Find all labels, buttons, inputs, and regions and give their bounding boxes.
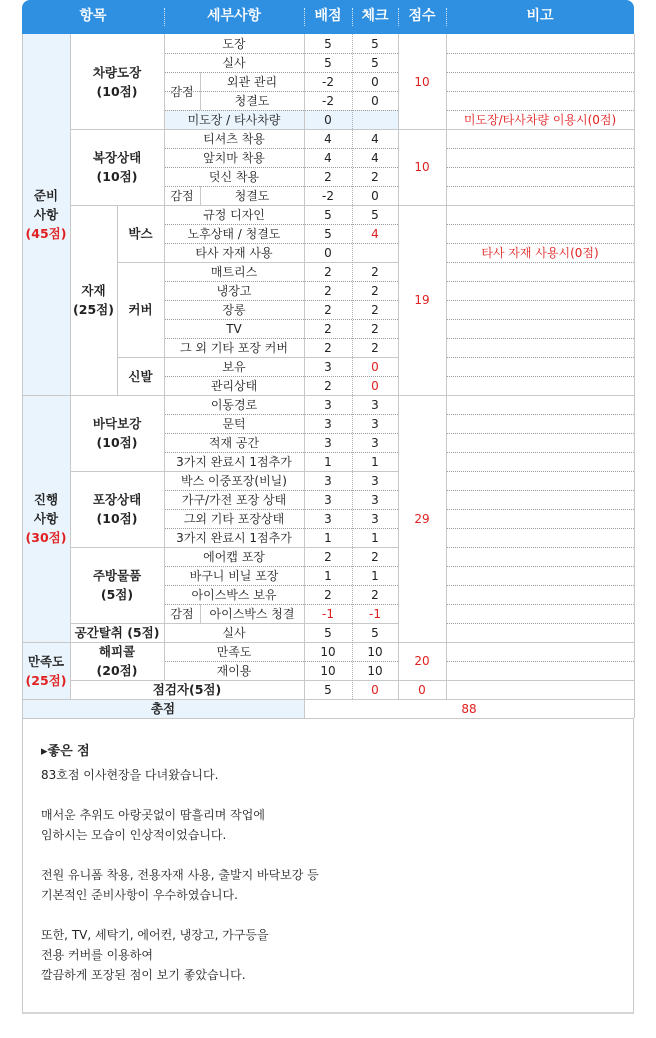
detail-cell: 외관 관리 <box>226 75 278 89</box>
notes-line: 임하시는 모습이 인상적이었습니다. <box>41 828 227 842</box>
row-divider <box>117 262 398 263</box>
max-score-cell: -2 <box>322 93 334 108</box>
check-cell: 4 <box>371 150 379 165</box>
row-divider <box>446 623 634 624</box>
detail-cell: 장롱 <box>222 303 246 317</box>
detail-cell: 적재 공간 <box>208 436 260 450</box>
check-cell: 4 <box>371 226 379 241</box>
detail-cell: 실사 <box>222 56 246 70</box>
row-divider <box>446 661 634 662</box>
check-cell: 3 <box>371 511 379 526</box>
max-score-cell: 10 <box>320 644 336 659</box>
max-score-cell: 1 <box>324 454 332 469</box>
check-cell: 3 <box>371 473 379 488</box>
detail-cell: 보유 <box>222 360 246 374</box>
max-score-cell: 4 <box>324 150 332 165</box>
check-cell: 1 <box>371 568 379 583</box>
max-score-cell: 2 <box>324 169 332 184</box>
row-divider <box>446 243 634 244</box>
score-progress: 29 <box>414 511 430 526</box>
row-divider <box>164 53 398 54</box>
notes-line: 전용 커버를 이용하여 <box>41 948 153 962</box>
row-divider <box>446 452 634 453</box>
row-divider <box>446 471 634 472</box>
detail-cell: 아이스박스 보유 <box>191 588 277 602</box>
max-score-cell: 2 <box>324 264 332 279</box>
table-header <box>22 0 634 34</box>
max-score-cell: 5 <box>324 682 332 697</box>
header-category: 항목 <box>79 8 107 24</box>
row-divider <box>446 262 634 263</box>
check-cell: 2 <box>371 264 379 279</box>
row-divider <box>446 509 634 510</box>
row-divider <box>446 281 634 282</box>
max-score-cell: 5 <box>324 625 332 640</box>
deduct-label: 감점 <box>170 189 194 203</box>
row-divider <box>164 300 398 301</box>
check-cell: 3 <box>371 492 379 507</box>
check-cell: 5 <box>371 55 379 70</box>
group-material: 자재 (25점) <box>73 283 114 317</box>
row-divider <box>446 566 634 567</box>
notes-line: 매서운 추위도 아랑곳없이 땀흘리며 작업에 <box>41 808 265 822</box>
section-prep: 준비 사항 (45점) <box>22 34 70 395</box>
max-score-cell: 5 <box>324 55 332 70</box>
row-divider <box>164 490 398 491</box>
header-score: 점수 <box>408 8 436 24</box>
max-score-cell: 3 <box>324 492 332 507</box>
row-divider <box>446 490 634 491</box>
row-divider <box>164 376 398 377</box>
max-score-cell: 3 <box>324 359 332 374</box>
remark-vehicle: 미도장/타사차량 이용시(0점) <box>463 113 617 127</box>
row-divider <box>164 148 398 149</box>
check-cell: 2 <box>371 549 379 564</box>
detail-cell: 그외 기타 포장상태 <box>183 512 285 526</box>
group-happycall: 해피콜 (20점) <box>96 644 138 678</box>
detail-cell: 문턱 <box>222 417 246 431</box>
check-cell: 10 <box>367 644 383 659</box>
max-score-cell: 3 <box>324 435 332 450</box>
check-cell <box>352 243 398 262</box>
detail-cell: 이동경로 <box>210 398 258 412</box>
row-divider <box>22 395 634 396</box>
check-cell: 5 <box>371 207 379 222</box>
row-divider <box>164 243 398 244</box>
notes-paragraph <box>41 805 633 845</box>
column-divider <box>398 34 399 699</box>
row-divider <box>446 338 634 339</box>
notes-line: 기본적인 준비사항이 우수하였습니다. <box>41 888 238 902</box>
row-divider <box>446 376 634 377</box>
column-divider <box>200 72 201 110</box>
row-divider <box>446 319 634 320</box>
notes-title: ▸좋은 점 <box>41 744 90 759</box>
max-score-cell: 5 <box>324 207 332 222</box>
check-cell: 2 <box>371 587 379 602</box>
detail-cell: 규정 디자인 <box>203 208 265 222</box>
detail-cell: TV <box>226 321 242 336</box>
detail-cell: 미도장 / 타사차량 <box>164 110 304 129</box>
column-divider <box>446 34 447 699</box>
row-divider <box>164 224 398 225</box>
group-cleanup: 공간탈취 (5점) <box>74 625 160 640</box>
column-divider <box>200 604 201 623</box>
max-score-cell: 2 <box>324 340 332 355</box>
check-cell: 5 <box>371 36 379 51</box>
max-score-cell: 0 <box>324 245 332 260</box>
row-divider <box>446 604 634 605</box>
max-score-cell: 2 <box>324 587 332 602</box>
max-score-cell: -2 <box>322 74 334 89</box>
subgroup-shoes: 신발 <box>128 368 153 384</box>
total-label: 총점 <box>22 699 304 718</box>
detail-cell: 도장 <box>222 37 246 51</box>
check-cell: 2 <box>371 340 379 355</box>
group-clothing: 복장상태 (10점) <box>92 150 142 184</box>
score-total: 88 <box>461 701 477 716</box>
detail-cell: 티셔츠 착용 <box>203 132 265 146</box>
column-divider <box>22 34 23 718</box>
score-clothing: 10 <box>414 160 430 174</box>
row-divider <box>164 414 398 415</box>
row-divider <box>164 509 398 510</box>
row-divider <box>446 528 634 529</box>
notes-body <box>41 765 633 985</box>
row-divider <box>446 357 634 358</box>
max-score-cell: -1 <box>322 606 334 621</box>
header-check: 체크 <box>361 8 389 24</box>
column-divider <box>117 205 118 395</box>
max-score-cell: 3 <box>324 397 332 412</box>
column-divider <box>200 186 201 205</box>
check-cell: 3 <box>371 435 379 450</box>
check-cell: 0 <box>371 74 379 89</box>
deduct-label: 감점 <box>170 607 194 621</box>
detail-cell: 타사 자재 사용 <box>195 246 273 260</box>
check-cell: -1 <box>369 606 381 621</box>
detail-cell: 3가지 완료시 1점추가 <box>176 531 292 545</box>
row-divider <box>164 566 398 567</box>
max-score-cell: 5 <box>324 36 332 51</box>
row-divider <box>446 300 634 301</box>
row-divider <box>164 585 398 586</box>
detail-cell: 관리상태 <box>210 379 258 393</box>
row-divider <box>164 281 398 282</box>
notes-paragraph <box>41 925 633 985</box>
max-score-cell: 3 <box>324 416 332 431</box>
check-cell: 2 <box>371 169 379 184</box>
row-divider <box>446 224 634 225</box>
max-score-cell: 3 <box>324 473 332 488</box>
detail-cell: 3가지 완료시 1점추가 <box>176 455 292 469</box>
detail-cell: 앞치마 착용 <box>203 151 265 165</box>
column-divider <box>70 34 71 699</box>
score-inspector: 0 <box>418 682 426 697</box>
deduct-label: 감점 <box>170 84 194 99</box>
row-divider <box>164 452 398 453</box>
score-vehicle: 10 <box>414 74 430 89</box>
row-divider <box>164 661 398 662</box>
section-satisfaction: 만족도 (25점) <box>22 642 70 699</box>
check-cell: 0 <box>371 93 379 108</box>
group-packing: 포장상태 (10점) <box>92 492 142 526</box>
subgroup-cover: 커버 <box>128 302 153 317</box>
section-progress: 진행 사항 (30점) <box>22 395 70 642</box>
check-cell: 0 <box>371 682 379 697</box>
row-divider <box>446 148 634 149</box>
check-cell: 3 <box>371 416 379 431</box>
detail-cell: 박스 이중포장(비닐) <box>181 474 287 488</box>
notes-line: 깔끔하게 포장된 점이 보기 좋았습니다. <box>41 968 246 982</box>
max-score-cell: 3 <box>324 511 332 526</box>
column-divider <box>352 34 353 699</box>
row-divider <box>164 167 398 168</box>
row-divider <box>446 72 634 73</box>
group-floor: 바닥보강 (10점) <box>92 416 142 450</box>
group-vehicle-paint: 차량도장 (10점) <box>92 64 142 99</box>
row-divider <box>446 167 634 168</box>
check-cell <box>352 110 398 129</box>
row-divider <box>164 338 398 339</box>
check-cell: 1 <box>371 530 379 545</box>
check-cell: 0 <box>371 378 379 393</box>
detail-cell: 노후상태 / 청결도 <box>187 227 281 241</box>
row-divider <box>117 357 398 358</box>
column-divider <box>164 34 165 680</box>
max-score-cell: 1 <box>324 568 332 583</box>
detail-cell: 재이용 <box>216 664 252 678</box>
check-cell: 3 <box>371 397 379 412</box>
max-score-cell: 2 <box>324 302 332 317</box>
max-score-cell: 10 <box>320 663 336 678</box>
check-cell: 4 <box>371 131 379 146</box>
check-cell: 1 <box>371 454 379 469</box>
notes-panel <box>22 718 634 1014</box>
notes-line: 전원 유니폼 착용, 전용자재 사용, 출발지 바닥보강 등 <box>41 868 319 882</box>
notes-paragraph <box>41 865 633 905</box>
row-divider <box>164 110 398 111</box>
max-score-cell: 1 <box>324 530 332 545</box>
detail-cell: 덧신 착용 <box>208 170 260 184</box>
detail-cell: 그 외 기타 포장 커버 <box>180 341 288 355</box>
remark-material: 타사 자재 사용시(0점) <box>481 246 599 260</box>
detail-cell: 만족도 <box>216 645 252 659</box>
row-divider <box>164 319 398 320</box>
notes-paragraph <box>41 765 633 785</box>
row-divider <box>446 547 634 548</box>
row-divider <box>446 110 634 111</box>
check-cell: 0 <box>371 359 379 374</box>
row-divider <box>164 433 398 434</box>
group-inspector: 점검자(5점) <box>152 682 222 697</box>
check-cell: 2 <box>371 321 379 336</box>
subgroup-box: 박스 <box>128 226 153 241</box>
row-divider <box>22 699 634 700</box>
check-cell: 2 <box>371 283 379 298</box>
score-table <box>22 34 634 718</box>
group-kitchen: 주방물품 (5점) <box>92 568 142 602</box>
notes-line: 83호점 이사현장을 다녀왔습니다. <box>41 768 219 782</box>
row-divider <box>446 585 634 586</box>
detail-cell: 청결도 <box>234 94 270 108</box>
check-cell: 2 <box>371 302 379 317</box>
row-divider <box>22 642 634 643</box>
detail-cell: 매트리스 <box>210 265 258 279</box>
row-divider <box>70 471 398 472</box>
max-score-cell: 0 <box>304 110 352 129</box>
max-score-cell: 2 <box>324 549 332 564</box>
max-score-cell: 4 <box>324 131 332 146</box>
detail-cell: 아이스박스 청결 <box>209 607 295 621</box>
row-divider <box>70 547 398 548</box>
check-cell: 10 <box>367 663 383 678</box>
column-divider <box>634 34 635 718</box>
max-score-cell: 2 <box>324 378 332 393</box>
detail-cell: 냉장고 <box>216 284 252 298</box>
column-divider <box>304 34 305 718</box>
header-detail: 세부사항 <box>206 8 262 24</box>
row-divider <box>164 528 398 529</box>
score-material: 19 <box>414 293 430 307</box>
max-score-cell: 5 <box>324 226 332 241</box>
detail-cell: 바구니 비닐 포장 <box>189 569 279 583</box>
row-divider <box>446 414 634 415</box>
max-score-cell: 2 <box>324 283 332 298</box>
header-max-score: 배점 <box>314 8 342 24</box>
row-divider <box>446 186 634 187</box>
row-divider <box>70 623 398 624</box>
check-cell: 0 <box>371 188 379 203</box>
row-divider <box>446 91 634 92</box>
max-score-cell: -2 <box>322 188 334 203</box>
header-remarks: 비고 <box>526 8 554 24</box>
detail-cell: 가구/가전 포장 상태 <box>181 493 287 507</box>
row-divider <box>446 53 634 54</box>
notes-line: 또한, TV, 세탁기, 에어컨, 냉장고, 가구등을 <box>41 928 269 942</box>
max-score-cell: 2 <box>324 321 332 336</box>
row-divider <box>446 433 634 434</box>
detail-cell: 에어캡 포장 <box>203 550 265 564</box>
detail-cell: 실사 <box>222 626 246 640</box>
score-happycall: 20 <box>414 654 430 668</box>
detail-cell: 청결도 <box>234 189 270 203</box>
check-cell: 5 <box>371 625 379 640</box>
